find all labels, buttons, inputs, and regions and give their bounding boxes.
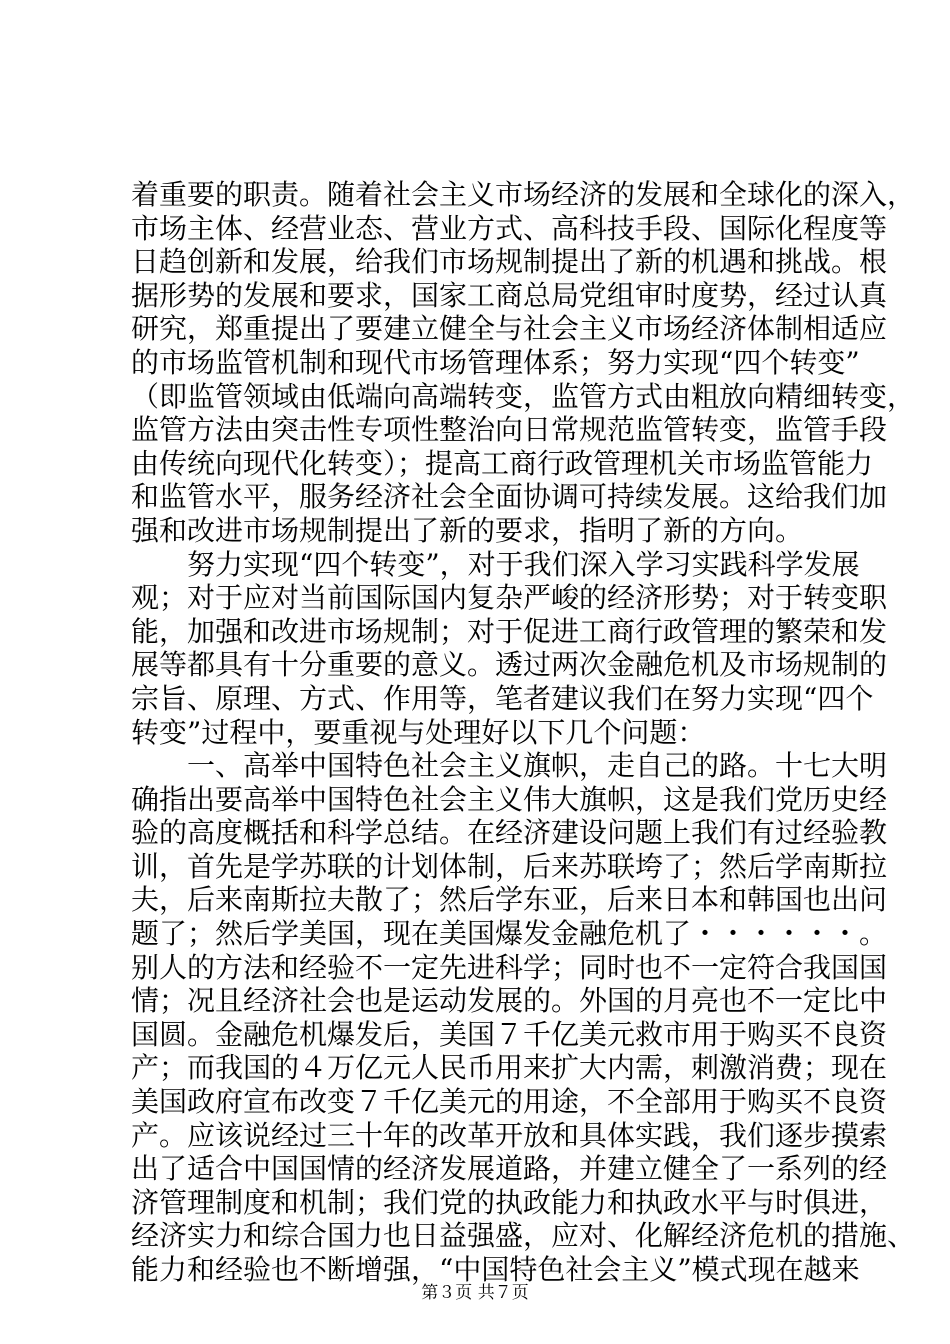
text-line: 努力实现“四个转变”，对于我们深入学习实践科学发展 bbox=[131, 547, 860, 581]
text-line: 国圆。金融危机爆发后，美国７千亿美元救市用于购买不良资 bbox=[131, 1017, 888, 1051]
text-line: 美国政府宣布改变７千亿美元的用途，不全部用于购买不良资 bbox=[131, 1085, 888, 1119]
text-line: 产。应该说经过三十年的改革开放和具体实践，我们逐步摸索 bbox=[131, 1118, 888, 1152]
paragraph bbox=[131, 749, 916, 1287]
document-body bbox=[131, 178, 916, 1287]
text-line: 转变”过程中，要重视与处理好以下几个问题： bbox=[131, 715, 706, 749]
text-line: 题了；然后学美国，现在美国爆发金融危机了・・・・・・。 bbox=[131, 917, 888, 951]
text-line: 一、高举中国特色社会主义旗帜，走自己的路。十七大明 bbox=[131, 749, 888, 783]
text-line: 强和改进市场规制提出了新的要求，指明了新的方向。 bbox=[131, 513, 804, 547]
text-line: 市场主体、经营业态、营业方式、高科技手段、国际化程度等 bbox=[131, 211, 888, 245]
text-line: 验的高度概括和科学总结。在经济建设问题上我们有过经验教 bbox=[131, 816, 888, 850]
text-line: 出了适合中国国情的经济发展道路，并建立健全了一系列的经 bbox=[131, 1152, 888, 1186]
text-line: 能，加强和改进市场规制；对于促进工商行政管理的繁荣和发 bbox=[131, 614, 888, 648]
text-line: 和监管水平，服务经济社会全面协调可持续发展。这给我们加 bbox=[131, 480, 888, 514]
paragraph bbox=[131, 178, 916, 548]
text-line: 能力和经验也不断增强，“中国特色社会主义”模式现在越来 bbox=[131, 1253, 860, 1286]
text-line: 着重要的职责。随着社会主义市场经济的发展和全球化的深入， bbox=[131, 178, 916, 211]
text-line: 情；况且经济社会也是运动发展的。外国的月亮也不一定比中 bbox=[131, 984, 888, 1018]
text-line: （即监管领域由低端向高端转变，监管方式由粗放向精细转变， bbox=[131, 379, 916, 413]
page-footer: 第３页 共７页 bbox=[421, 1283, 529, 1303]
text-line: 经济实力和综合国力也日益强盛，应对、化解经济危机的措施、 bbox=[131, 1219, 916, 1253]
text-line: 济管理制度和机制；我们党的执政能力和执政水平与时俱进， bbox=[131, 1185, 888, 1219]
text-line: 夫，后来南斯拉夫散了；然后学东亚，后来日本和韩国也出问 bbox=[131, 883, 888, 917]
text-line: 观；对于应对当前国际国内复杂严峻的经济形势；对于转变职 bbox=[131, 581, 888, 615]
text-line: 日趋创新和发展，给我们市场规制提出了新的机遇和挑战。根 bbox=[131, 245, 888, 279]
text-line: 别人的方法和经验不一定先进科学；同时也不一定符合我国国 bbox=[131, 950, 888, 984]
text-line: 由传统向现代化转变）；提高工商行政管理机关市场监管能力 bbox=[131, 446, 874, 480]
paragraph bbox=[131, 547, 888, 750]
text-line: 的市场监管机制和现代市场管理体系；努力实现“四个转变” bbox=[131, 345, 860, 379]
text-line: 监管方法由突击性专项性整治向日常规范监管转变，监管手段 bbox=[131, 413, 888, 447]
text-line: 产；而我国的４万亿元人民币用来扩大内需，刺激消费；现在 bbox=[131, 1051, 888, 1085]
text-line: 据形势的发展和要求，国家工商总局党组审时度势，经过认真 bbox=[131, 278, 888, 312]
text-line: 宗旨、原理、方式、作用等，笔者建议我们在努力实现“四个 bbox=[131, 681, 874, 715]
text-line: 训，首先是学苏联的计划体制，后来苏联垮了；然后学南斯拉 bbox=[131, 849, 888, 883]
text-line: 研究，郑重提出了要建立健全与社会主义市场经济体制相适应 bbox=[131, 312, 888, 346]
text-line: 展等都具有十分重要的意义。透过两次金融危机及市场规制的 bbox=[131, 648, 888, 682]
text-line: 确指出要高举中国特色社会主义伟大旗帜，这是我们党历史经 bbox=[131, 782, 888, 816]
